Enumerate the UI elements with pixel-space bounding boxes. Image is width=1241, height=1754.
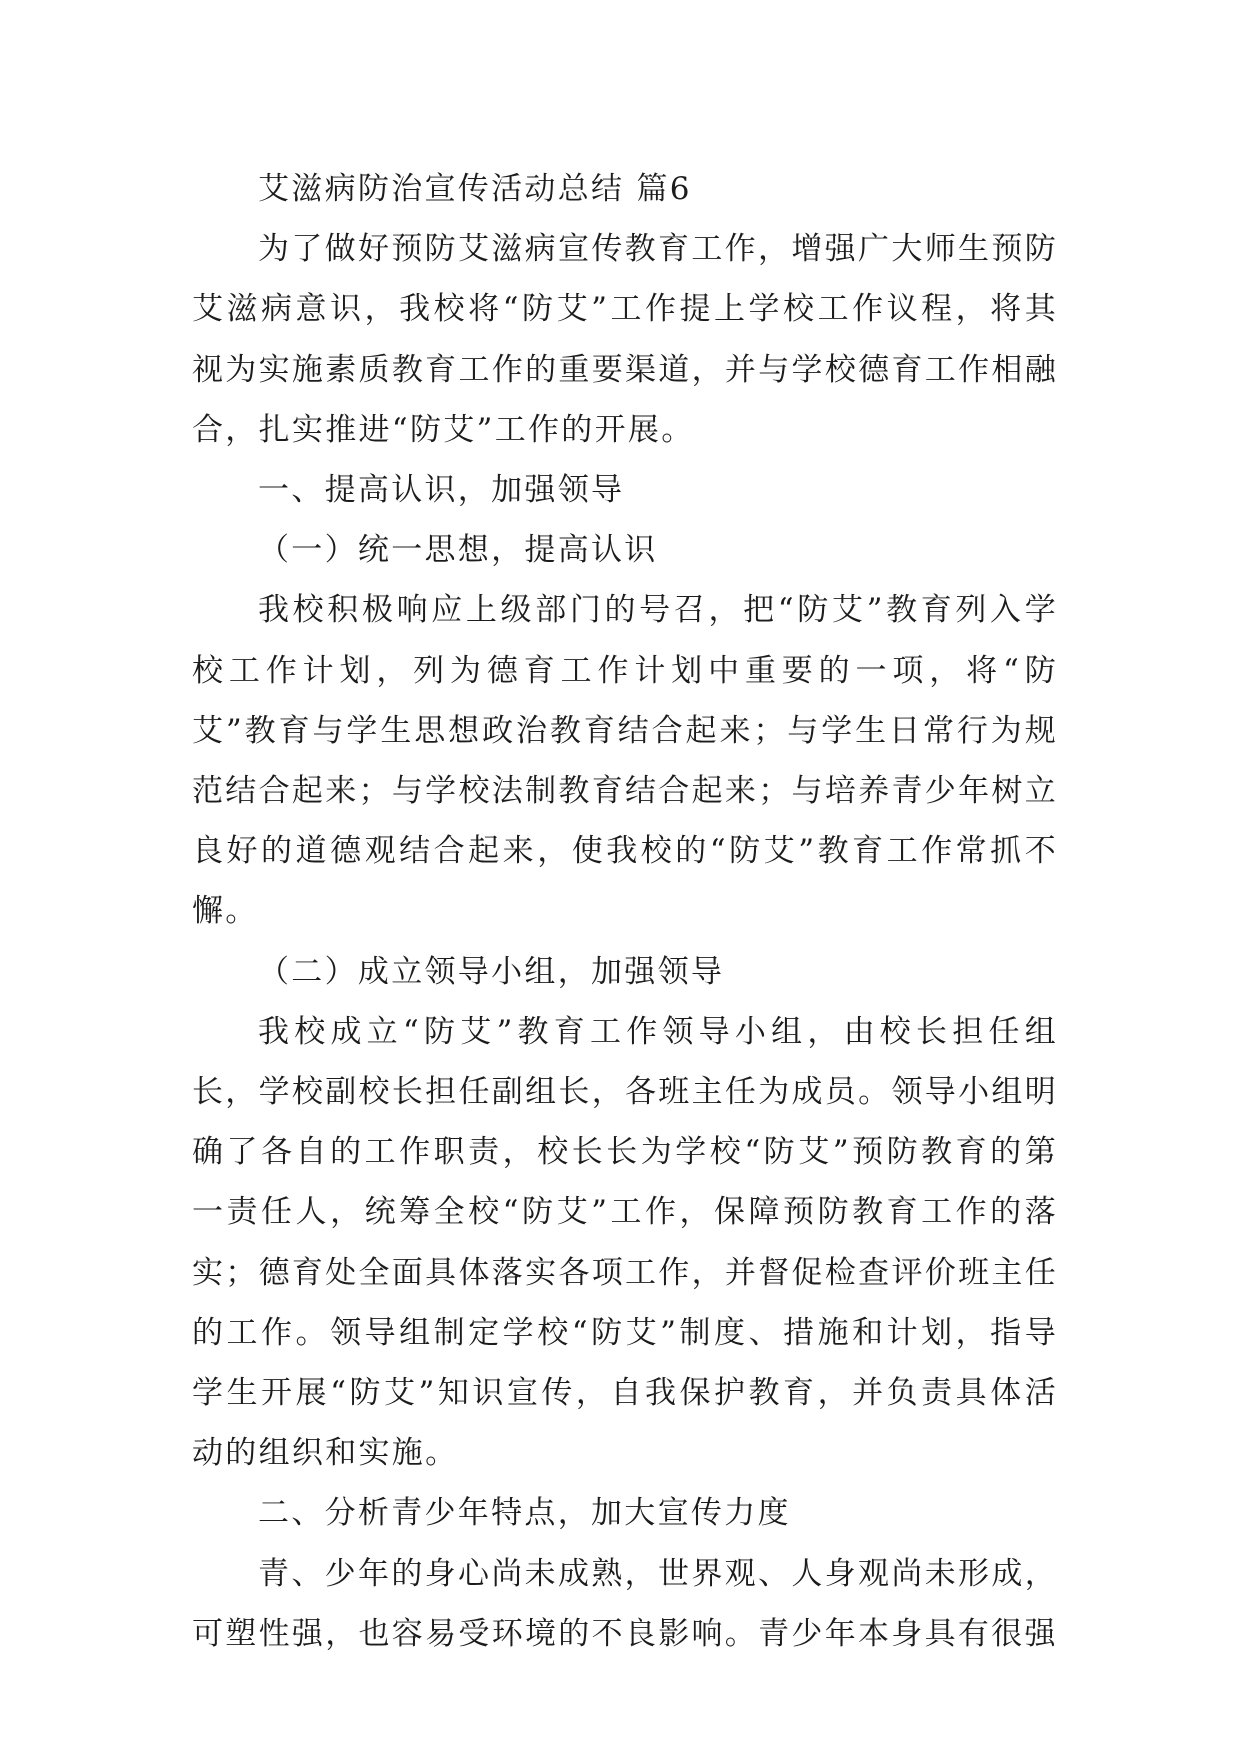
paragraph-intro: 为了做好预防艾滋病宣传教育工作，增强广大师生预防艾滋病意识，我校将“防艾”工作提上学校工作议程，将其视为实施素质教育工作的重要渠道，并与学校德育工作相融合，扎实推进“防艾”工作的开展。 — [192, 231, 1058, 448]
section-heading-2: 二、分析青少年特点，加大宣传力度 — [258, 1495, 791, 1532]
paragraph-section-2: 青、少年的身心尚未成熟，世界观、人身观尚未形成，可塑性强，也容易受环境的不良影响。青少年本身具有很强 — [192, 1555, 1058, 1652]
paragraph-section-1-1: 我校积极响应上级部门的号召，把“防艾”教育列入学校工作计划，列为德育工作计划中重要的一项，将“防艾”教育与学生思想政治教育结合起来；与学生日常行为规范结合起来；与学校法制教育结合起来；与培养青少年树立良好的道德观结合起来，使我校的“防艾”教育工作常抓不懈。 — [192, 592, 1058, 930]
document-body — [192, 159, 1058, 1664]
document-title: 艾滋病防治宣传活动总结 篇6 — [258, 171, 692, 207]
subsection-heading-1-1: （一）统一思想，提高认识 — [258, 532, 658, 569]
paragraph-section-1-2: 我校成立“防艾”教育工作领导小组，由校长担任组长，学校副校长担任副组长，各班主任为成员。领导小组明确了各自的工作职责，校长长为学校“防艾”预防教育的第一责任人，统筹全校“防艾”工作，保障预防教育工作的落实；德育处全面具体落实各项工作，并督促检查评价班主任的工作。领导组制定学校“防艾”制度、措施和计划，指导学生开展“防艾”知识宣传，自我保护教育，并负责具体活动的组织和实施。 — [192, 1013, 1058, 1472]
subsection-heading-1-2: （二）成立领导小组，加强领导 — [258, 953, 725, 990]
section-heading-1: 一、提高认识，加强领导 — [258, 472, 625, 509]
